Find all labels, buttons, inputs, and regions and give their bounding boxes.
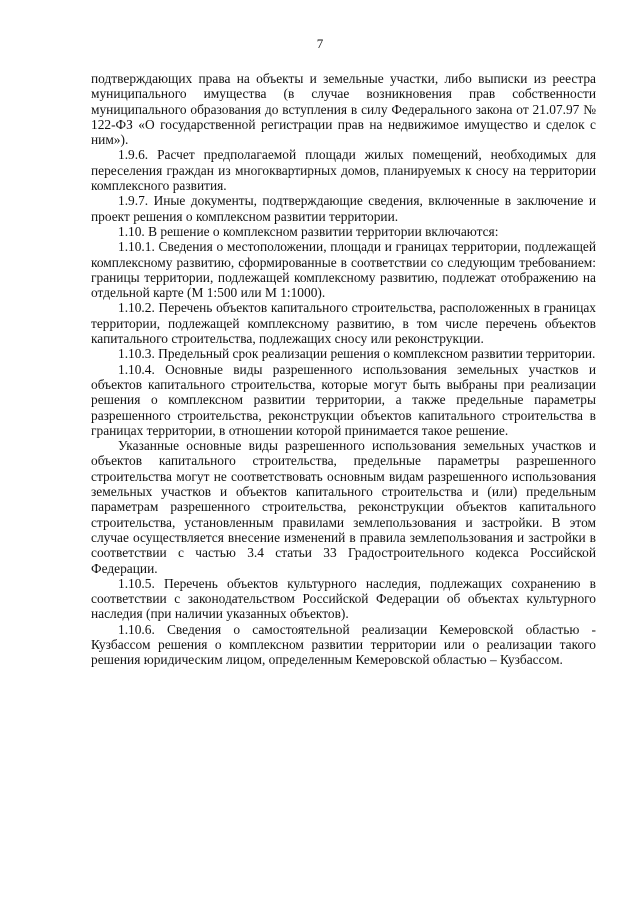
page-body [91,71,596,668]
paragraph-1-10-3: 1.10.3. Предельный срок реализации решения о комплексном развитии территории. [118,346,596,362]
paragraph-1-10-6: 1.10.6. Сведения о самостоятельной реализации Кемеровской областью - Кузбассом решения о комплексном развитии территории или о реализации такого решения юридическим лицом, определенным Кемеровской областью – Кузбассом. [91,621,596,668]
paragraph-continuation: подтверждающих права на объекты и земельные участки, либо выписки из реестра муниципального имущества (в случае возникновения прав собственности муниципального образования до вступления в силу Федерального закона от 21.07.97 № 122-ФЗ «О государственной регистрации прав на недвижимое имущество и сделок с ним»). [91,71,596,148]
paragraph-1-9-6: 1.9.6. Расчет предполагаемой площади жилых помещений, необходимых для переселения граждан из многоквартирных домов, планируемых к сносу на территории комплексного развития. [91,147,596,194]
paragraph-1-10-4: 1.10.4. Основные виды разрешенного использования земельных участков и объектов капитального строительства, которые могут быть выбраны при реализации решения о комплексном развитии территории, а также предельные параметры разрешенного строительства, реконструкции объектов капитального строительства в границах территории, в отношении которой принимается такое решение. [91,361,596,438]
paragraph-note: Указанные основные виды разрешенного использования земельных участков и объектов капитального строительства, предельные параметры разрешенного строительства могут не соответствовать основным видам разрешенного использования земельных участков и объектов капитального строительства и (или) предельным параметрам разрешенного строительства, реконструкции объектов капитального строительства, установленным правилами землепользования и застройки. В этом случае осуществляется внесение изменений в правила землепользования и застройки в соответствии с частью 3.4 статьи 33 Градостроительного кодекса Российской Федерации. [91,438,596,576]
paragraph-1-10-2: 1.10.2. Перечень объектов капитального строительства, расположенных в границах территории, подлежащей комплексному развитию, в том числе перечень объектов капитального строительства, подлежащих сносу или реконструкции. [91,300,596,347]
page-number: 7 [316,36,324,51]
paragraph-1-10-1: 1.10.1. Сведения о местоположении, площади и границах территории, подлежащей комплексному развитию, сформированные в соответствии со следующим требованием: границы территории, подлежащей комплексному развитию, подлежат отображению на отдельной карте (М 1:500 или М 1:1000). [91,239,596,301]
paragraph-1-10: 1.10. В решение о комплексном развитии территории включаются: [118,223,499,239]
paragraph-1-9-7: 1.9.7. Иные документы, подтверждающие сведения, включенные в заключение и проект решения о комплексном развитии территории. [91,193,596,224]
paragraph-1-10-5: 1.10.5. Перечень объектов культурного наследия, подлежащих сохранению в соответствии с законодательством Российской Федерации об объектах культурного наследия (при наличии указанных объектов). [91,575,596,622]
